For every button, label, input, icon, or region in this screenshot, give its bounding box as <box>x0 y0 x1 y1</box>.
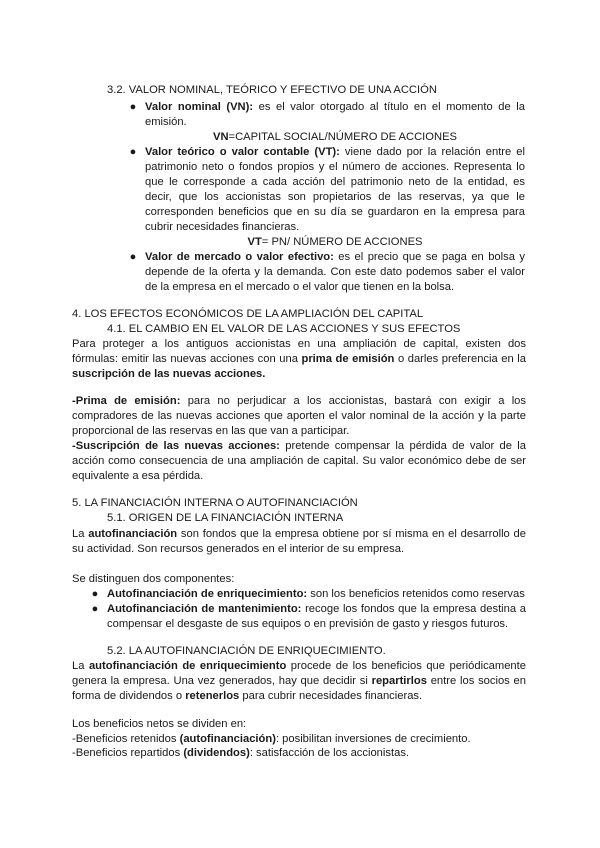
text: son fondos que la empresa obtiene por sí misma en el desarrollo de su actividad. Son recursos generados en el interior de su empresa. <box>72 528 527 555</box>
text: recoge los fondos que la empresa destina a compensar el desgaste de sus equipos o en previsión de gasto y riesgos futuros. <box>107 603 526 630</box>
suscripcion-paragraph <box>72 439 526 484</box>
term-dividendos: (dividendos) <box>183 747 250 759</box>
componentes-paragraph: Se distinguen dos componentes: <box>72 573 235 585</box>
section-3-2-list <box>129 100 525 295</box>
beneficios-netos-intro: Los beneficios netos se dividen en: <box>72 718 247 730</box>
componentes-list <box>91 587 526 632</box>
formula-label: VT <box>247 236 262 248</box>
term-valor-mercado: Valor de mercado o valor efectivo: <box>145 251 334 263</box>
section-4-1-paragraph <box>72 337 526 382</box>
text: : posibilitan inversiones de crecimiento. <box>275 733 471 745</box>
enriquecimiento-paragraph <box>72 659 526 704</box>
bullet-icon: ● <box>129 146 137 158</box>
section-4-1-heading: 4.1. EL CAMBIO EN EL VALOR DE LAS ACCIONES Y SUS EFECTOS <box>107 323 461 335</box>
beneficios-retenidos-line <box>72 732 526 747</box>
list-item-mantenimiento <box>91 602 526 632</box>
text: o darles preferencia en la <box>394 353 526 365</box>
term-suscripcion: suscripción de las nuevas acciones. <box>72 368 266 380</box>
text: La <box>72 528 89 540</box>
term-repartirlos: repartirlos <box>371 675 427 687</box>
term-autofinanciacion-enriquecimiento: autofinanciación de enriquecimiento <box>88 660 287 672</box>
section-5-1-heading: 5.1. ORIGEN DE LA FINANCIACIÓN INTERNA <box>107 512 344 524</box>
formula-vn <box>145 130 525 145</box>
text: La <box>72 660 89 672</box>
term-prima-emision: -Prima de emisión: <box>72 395 181 407</box>
text: pretende compensar la pérdida de valor de la acción como consecuencia de una ampliación de capital. Su valor económico debe de ser equivalente a esa pérdida. <box>72 440 527 482</box>
text: son los beneficios retenidos como reservas <box>307 588 525 600</box>
autofinanciacion-paragraph <box>72 527 526 557</box>
term-enriquecimiento: Autofinanciación de enriquecimiento: <box>107 588 308 600</box>
bullet-icon: ● <box>129 101 137 113</box>
text: para no perjudicar a los accionistas, bastará con exigir a los compradores de las nuevas acciones que aporten el valor nominal de la acción y la parte proporcional de las reservas en las que van a participar. <box>72 395 526 437</box>
bullet-icon: ● <box>91 603 99 615</box>
section-5-2-heading: 5.2. LA AUTOFINANCIACIÓN DE ENRIQUECIMIENTO. <box>107 645 386 657</box>
term-autofinanciacion: autofinanciación <box>88 528 178 540</box>
definition-text: es el valor otorgado al título en el momento de la emisión. <box>145 101 525 128</box>
term-prima-emision: prima de emisión <box>301 353 395 365</box>
list-item-enriquecimiento <box>91 587 526 602</box>
text: -Beneficios retenidos <box>72 733 180 745</box>
definition-text: viene dado por la relación entre el patrimonio neto o fondos propios y el número de acciones. Representa lo que le corresponde a cada acción del patrimonio neto de la entidad, es decir, que los accionistas son propietarios de las reservas, ya que le corresponden beneficios que en su día se guardaron en la empresa para cubrir necesidades financieras. <box>145 146 525 233</box>
list-item-vt <box>129 145 525 235</box>
term-mantenimiento: Autofinanciación de mantenimiento: <box>107 603 302 615</box>
beneficios-repartidos-line <box>72 746 526 761</box>
formula-vt <box>145 235 525 250</box>
definition-text: es el precio que se paga en bolsa y depende de la oferta y la demanda. Con este dato podemos saber el valor de la empresa en el mercado o el valor que tienen en la bolsa. <box>145 251 525 293</box>
term-valor-teorico: Valor teórico o valor contable (VT): <box>145 146 340 158</box>
term-retenerlos: retenerlos <box>185 690 240 702</box>
section-4-heading: 4. LOS EFECTOS ECONÓMICOS DE LA AMPLIACIÓN DEL CAPITAL <box>72 308 424 320</box>
prima-emision-paragraph <box>72 394 526 439</box>
list-item-vn <box>129 100 525 130</box>
bullet-icon: ● <box>91 588 99 600</box>
text: entre los socios en forma de dividendos o <box>72 675 526 702</box>
text: : satisfacción de los accionistas. <box>249 747 410 759</box>
section-3-2-heading: 3.2. VALOR NOMINAL, TEÓRICO Y EFECTIVO DE UNA ACCIÓN <box>107 84 437 96</box>
text: Para proteger a los antiguos accionistas en una ampliación de capital, existen dos fórmulas: emitir las nuevas acciones con una <box>72 338 526 365</box>
formula-text: = PN/ NÚMERO DE ACCIONES <box>261 236 423 248</box>
list-item-ve <box>129 250 525 295</box>
section-5-heading: 5. LA FINANCIACIÓN INTERNA O AUTOFINANCIACIÓN <box>72 497 358 509</box>
term-valor-nominal: Valor nominal (VN): <box>145 101 254 113</box>
bullet-icon: ● <box>129 251 137 263</box>
text: -Beneficios repartidos <box>72 747 184 759</box>
formula-label: VN <box>212 131 229 143</box>
text: procede de los beneficios que periódicamente genera la empresa. Una vez generados, hay que decidir si <box>72 660 526 687</box>
text: para cubrir necesidades financieras. <box>239 690 423 702</box>
formula-text: =CAPITAL SOCIAL/NÚMERO DE ACCIONES <box>228 131 457 143</box>
term-autofinanciacion: (autofinanciación) <box>179 733 276 745</box>
term-suscripcion: -Suscripción de las nuevas acciones: <box>72 440 280 452</box>
